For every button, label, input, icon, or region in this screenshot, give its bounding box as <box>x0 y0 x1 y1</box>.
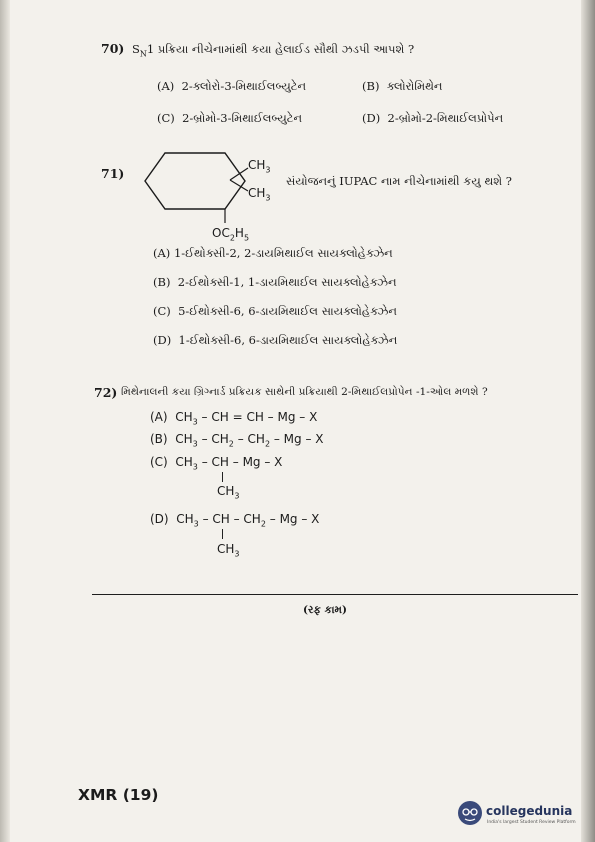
rough-work-note: (રફ કામ) <box>303 604 347 616</box>
q72-option-d-mid: – CH – CH <box>202 512 261 526</box>
substituent-ch3-top-index: 3 <box>265 165 271 175</box>
substituent-ch3-bottom <box>248 186 271 202</box>
q72-number: 72) <box>94 385 118 400</box>
q72-option-a-rest: – CH = CH – Mg – X <box>201 410 318 424</box>
footer-rule <box>92 594 578 595</box>
substituent-ch3-bottom-index: 3 <box>265 193 271 203</box>
substituent-ethoxy <box>212 226 249 242</box>
q71-number: 71) <box>101 166 125 181</box>
q72-text: મિથેનાલની કયા ગ્રિગ્નાર્ડ પ્રક્રિયક સાથેની પ્રક્રિયાથી 2-મિથાઈલપ્રોપેન -1-ઓલ મળશે ? <box>121 386 488 398</box>
q72-option-c-ch: CH <box>175 455 193 469</box>
q70-text-main: 1 પ્રક્રિયા નીચેનામાંથી કયા હેલાઈડ સૌથી ઝડપી આપશે ? <box>146 42 415 56</box>
q72-option-d-ch: CH <box>176 512 194 526</box>
q70-option-a-text: 2-ક્લોરો-3-મિથાઈલબ્યુટેન <box>181 79 307 93</box>
page-edge-left <box>0 0 10 842</box>
q72-option-b-mid: – CH <box>201 432 229 446</box>
q72-option-a <box>150 410 317 426</box>
q72-option-c-rest: – CH – Mg – X <box>201 455 283 469</box>
q71-option-d-label: (D) <box>153 333 172 347</box>
q72-option-d-branch-bond <box>222 529 223 539</box>
q72-option-d-end: – Mg – X <box>269 512 320 526</box>
q70-option-c-text: 2-બ્રોમો-3-મિથાઈલબ્યુટેન <box>182 111 303 125</box>
q70-text-sub: N <box>139 49 147 59</box>
collegedunia-tagline: India's largest Student Review Platform <box>487 820 576 825</box>
substituent-ch3-bottom-label: CH <box>248 186 266 200</box>
q70-option-b <box>362 79 443 94</box>
q70-option-d-label: (D) <box>362 111 381 125</box>
q72-option-b-sub2: 2 <box>228 439 234 449</box>
q71-option-a-label: (A) <box>153 246 171 260</box>
q72-option-a-ch: CH <box>175 410 193 424</box>
q70-option-c <box>157 111 302 126</box>
q70-number: 70) <box>101 41 125 56</box>
q72-option-d-sub2: 2 <box>260 519 266 529</box>
collegedunia-logo-icon <box>457 800 483 826</box>
paper-code: XMR (19) <box>78 786 159 804</box>
q72-option-c-label: (C) <box>150 455 168 469</box>
q70-option-a-label: (A) <box>157 79 175 93</box>
q71-option-c <box>153 304 397 319</box>
q71-option-b-label: (B) <box>153 275 171 289</box>
q71-option-b-text: 2-ઈથોક્સી-1, 1-ડાયમિથાઈલ સાયક્લોહેક્ઝેન <box>177 275 397 289</box>
q71-option-c-text: 5-ઈથોક્સી-6, 6-ડાયમિથાઈલ સાયક્લોહેક્ઝેન <box>178 304 397 318</box>
q72-option-d-branch <box>217 542 240 558</box>
q72-option-b-end: – Mg – X <box>273 432 324 446</box>
substituent-ethoxy-index1: 2 <box>229 233 235 243</box>
q72-option-b-label: (B) <box>150 432 168 446</box>
substituent-ethoxy-h: H <box>234 226 244 240</box>
q72-option-b-sub1: 3 <box>192 439 198 449</box>
q72-option-d-branch-sub: 3 <box>234 549 240 559</box>
q70-option-b-label: (B) <box>362 79 380 93</box>
q72-option-d-label: (D) <box>150 512 169 526</box>
q72-option-c-branch-bond <box>222 472 223 482</box>
q71-option-c-label: (C) <box>153 304 171 318</box>
q71-option-a <box>153 246 393 261</box>
q71-option-a-text: 1-ઈથોક્સી-2, 2-ડાયમિથાઈલ સાયક્લોહેક્ઝેન <box>173 246 393 260</box>
q70-option-b-text: ક્લોરોમિથેન <box>386 79 443 93</box>
q71-option-d-text: 1-ઈથોક્સી-6, 6-ડાયમિથાઈલ સાયક્લોહેક્ઝેન <box>178 333 398 347</box>
q72-option-b <box>150 432 324 448</box>
q72-option-c-branch-sub: 3 <box>234 491 240 501</box>
q72-option-c-sub: 3 <box>192 462 198 472</box>
q72-option-b-ch: CH <box>175 432 193 446</box>
collegedunia-brand: collegedunia <box>486 804 573 818</box>
q70-text-prefix: S <box>132 42 140 56</box>
q72-option-d-branch-ch: CH <box>217 542 235 556</box>
q70-option-d-text: 2-બ્રોમો-2-મિથાઈલપ્રોપેન <box>387 111 504 125</box>
q72-option-b-rest: – CH <box>237 432 265 446</box>
q72-option-d-sub1: 3 <box>193 519 199 529</box>
q72-option-a-label: (A) <box>150 410 168 424</box>
substituent-ethoxy-index2: 5 <box>243 233 250 243</box>
substituent-ch3-top-label: CH <box>248 158 266 172</box>
q70-option-c-label: (C) <box>157 111 175 125</box>
methyl-bond-1 <box>230 168 248 180</box>
page-edge-right <box>581 0 595 842</box>
q70-option-d <box>362 111 503 126</box>
q72-option-c-branch-ch: CH <box>217 484 235 498</box>
q72-option-b-sub3: 2 <box>264 439 271 449</box>
q72-option-c-branch <box>217 484 240 500</box>
q72-option-d <box>150 512 319 528</box>
substituent-ch3-top <box>248 158 271 174</box>
substituent-ethoxy-oc: OC <box>212 226 230 240</box>
q71-option-d <box>153 333 397 348</box>
q72-option-c <box>150 455 282 471</box>
q71-text: સંયોજનનું IUPAC નામ નીચેનામાંથી કયુ થશે ? <box>286 174 512 188</box>
methyl-bond-2 <box>230 180 248 191</box>
q70-text <box>132 42 414 58</box>
q71-option-b <box>153 275 397 290</box>
q70-option-a <box>157 79 306 94</box>
q72-option-a-sub: 3 <box>192 417 198 427</box>
